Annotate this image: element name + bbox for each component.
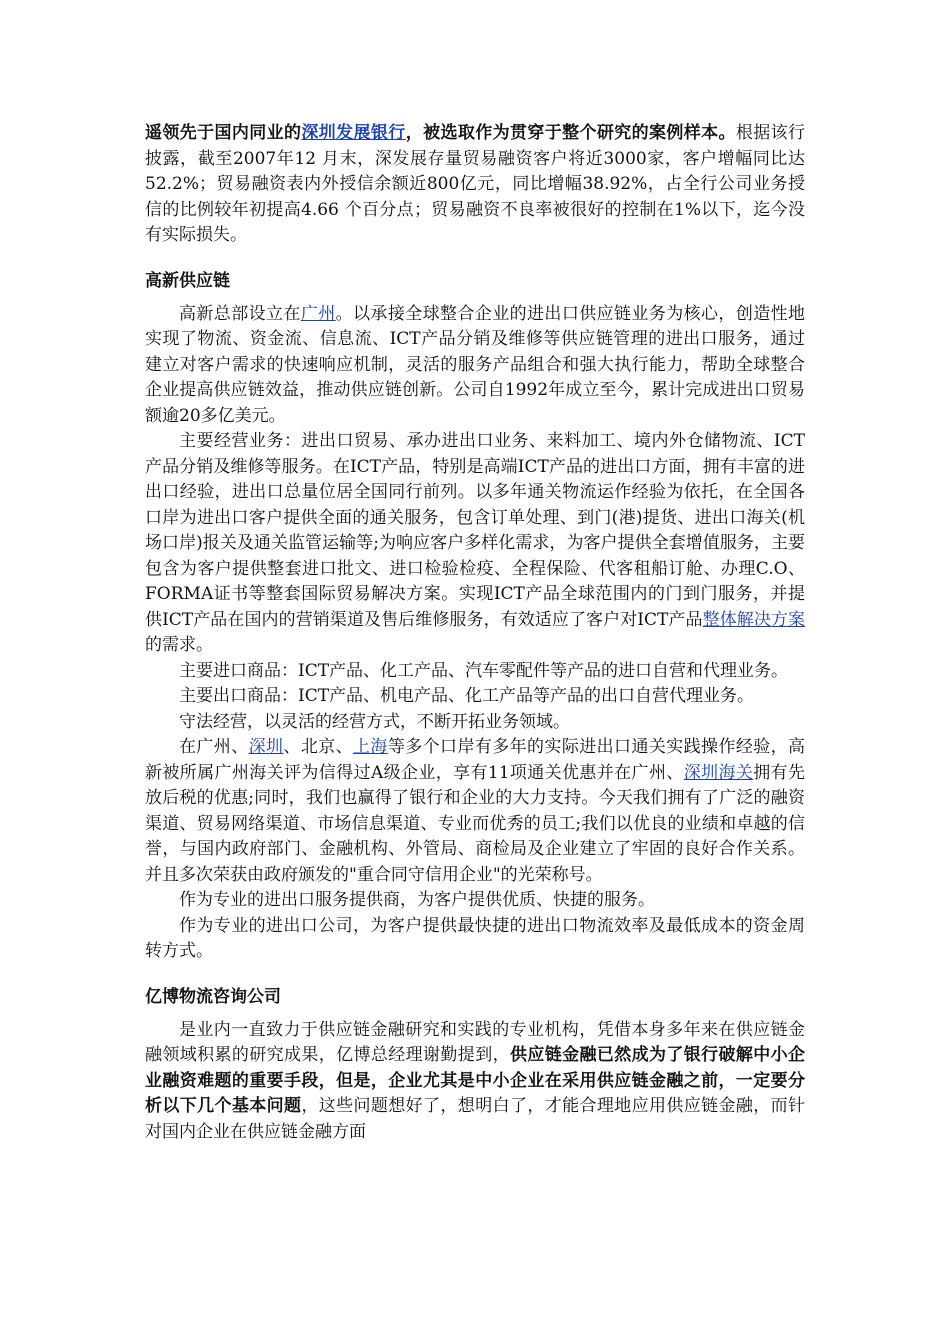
gaoxin-paragraph-1 — [145, 302, 805, 430]
link-shanghai[interactable]: 上海 — [353, 737, 388, 757]
intro-body-text: 根据该行披露，截至2007年12 月末，深发展存量贸易融资客户将近3000家，客户增幅同比达52.2%；贸易融资表内外授信余额近800亿元，同比增幅38.92%，占全行公司业务授信的比例较年初提高4.66 个百分点；贸易融资不良率被很好的控制在1%以下，迄今没有实际损失。 — [145, 123, 806, 245]
link-guangzhou[interactable]: 广州 — [300, 303, 336, 324]
paragraph-text: 的需求。 — [145, 635, 213, 655]
gaoxin-paragraph-6 — [145, 735, 805, 888]
gaoxin-paragraph-5: 守法经营，以灵活的经营方式，不断开拓业务领域。 — [179, 711, 570, 732]
gaoxin-paragraph-4: 主要出口商品：ICT产品、机电产品、化工产品等产品的出口自营代理业务。 — [179, 686, 755, 706]
section-heading-gaoxin: 高新供应链 — [145, 270, 230, 291]
paragraph-text: 是业内一直致力于供应链金融研究和实践的专业机构，凭借本身多年来在供应链金融领域积累的研究成果，亿博总经理谢勤提到， — [145, 1019, 805, 1065]
paragraph-text: 、北京、 — [283, 737, 354, 757]
paragraph-text: 拥有先放后税的优惠;同时，我们也赢得了银行和企业的大力支持。今天我们拥有了广泛的融资渠道、贸易网络渠道、市场信息渠道、专业而优秀的员工;我们以优良的业绩和卓越的信誉，与国内政府部门、金融机构、外管局、商检局及企业建立了牢固的良好合作关系。并且多次荣获由政府颁发的"重合同守信用企业"的光荣称号。 — [145, 762, 805, 885]
gaoxin-paragraph-8: 作为专业的进出口公司，为客户提供最快捷的进出口物流效率及最低成本的资金周转方式。 — [145, 915, 805, 961]
paragraph-text: 在广州、 — [179, 737, 249, 757]
link-shenzhen-customs[interactable]: 深圳海关 — [683, 762, 754, 783]
intro-bold-text-2: ，被选取作为贯穿于整个研究的案例样本。 — [405, 123, 736, 143]
link-shenzhen-development-bank[interactable]: 深圳发展银行 — [301, 123, 406, 143]
intro-paragraph — [145, 121, 805, 249]
paragraph-text: 等多个口岸有多年的实际进出口通关实践操作经验，高新被所属广州海关评为信得过A级企业，享有11项通关优惠并在广州、 — [145, 737, 806, 783]
link-shenzhen[interactable]: 深圳 — [248, 737, 284, 757]
intro-bold-text: 遥领先于国内同业的 — [145, 123, 302, 143]
section-heading-yibo: 亿博物流咨询公司 — [145, 986, 281, 1007]
paragraph-text: ，这些问题想好了，想明白了，才能合理地应用供应链金融，而针对国内企业在供应链金融方面 — [145, 1096, 805, 1142]
paragraph-text: 。以承接全球整合企业的进出口供应链业务为核心，创造性地实现了物流、资金流、信息流、ICT产品分销及维修等供应链管理的进出口服务，通过建立对客户需求的快速响应机制，灵活的服务产品组合和强大执行能力，帮助全球整合企业提高供应链效益，推动供应链创新。公司自1992年成立至今，累计完成进出口贸易额逾20多亿美元。 — [145, 303, 806, 426]
yibo-bold-text: 供应链金融已然成为了银行破解中小企业融资难题的重要手段，但是，企业尤其是中小企业在采用供应链金融之前，一定要分析以下几个基本问题 — [145, 1045, 806, 1116]
paragraph-text: 高新总部设立在 — [179, 303, 301, 324]
gaoxin-paragraph-7: 作为专业的进出口服务提供商，为客户提供优质、快捷的服务。 — [179, 890, 655, 910]
gaoxin-paragraph-3: 主要进口商品：ICT产品、化工产品、汽车零配件等产品的进口自营和代理业务。 — [179, 660, 789, 681]
yibo-paragraph-1 — [145, 1018, 805, 1146]
document-page — [145, 121, 805, 1145]
paragraph-text: 主要经营业务：进出口贸易、承办进出口业务、来料加工、境内外仓储物流、ICT产品分销及维修等服务。在ICT产品，特别是高端ICT产品的进出口方面，拥有丰富的进出口经验，进出口总量位居全国同行前列。以多年通关物流运作经验为依托，在全国各口岸为进出口客户提供全面的通关服务，包含订单处理、到门(港)提货、进出口海关(机场口岸)报关及通关监管运输等;为响应客户多样化需求，为客户提供全套增值服务，主要包含为客户提供整套进口批文、进口检验检疫、全程保险、代客租船订舱、办理C.O、FORMA证书等整套国际贸易解决方案。实现ICT产品全球范围内的门到门服务，并提供ICT产品在国内的营销渠道及售后维修服务，有效适应了客户对ICT产品 — [145, 431, 805, 630]
gaoxin-paragraph-2 — [145, 429, 805, 659]
link-overall-solution[interactable]: 整体解决方案 — [702, 609, 806, 630]
